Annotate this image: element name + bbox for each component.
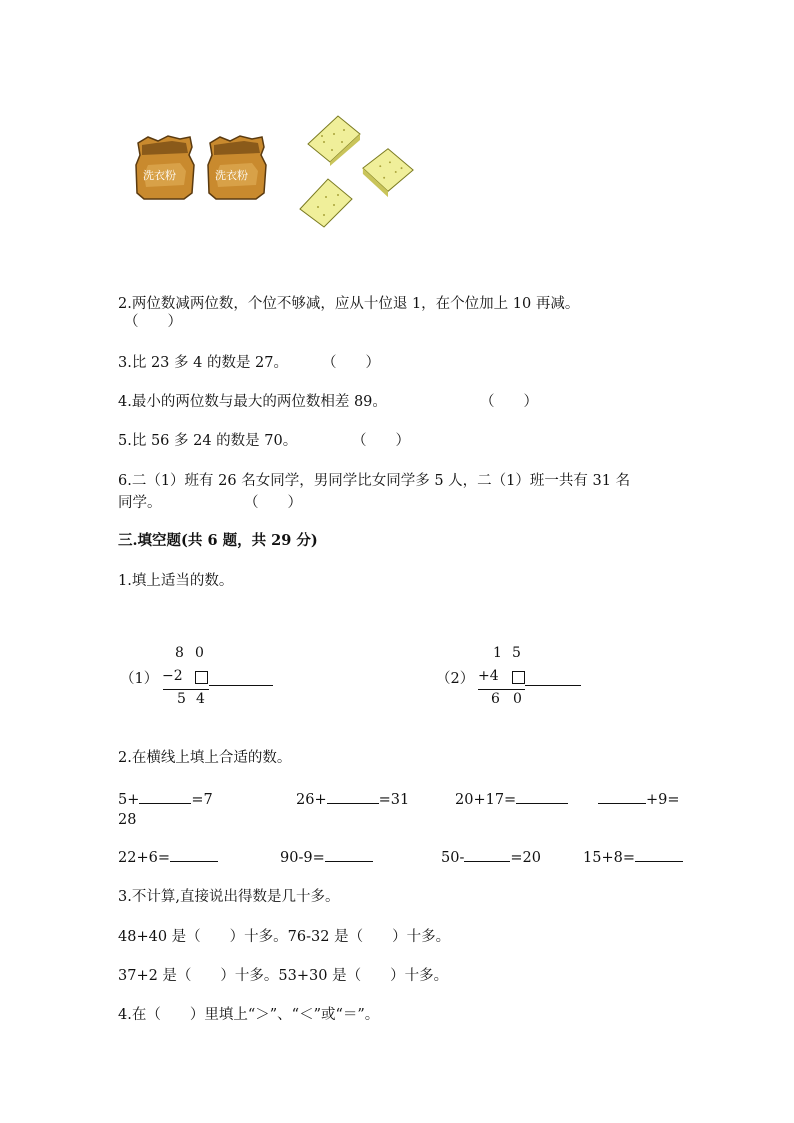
calc-index: （1）	[120, 671, 159, 687]
calc-top-digit: 8	[175, 645, 184, 661]
answer-blank[interactable]	[325, 847, 373, 862]
bag-label: 洗衣粉	[143, 169, 176, 182]
judge-question-4: 4.最小的两位数与最大的两位数相差 89。	[118, 394, 387, 410]
calc-operator: +4	[478, 668, 499, 684]
answer-blank[interactable]	[516, 789, 568, 804]
calc-top-digit: 0	[195, 645, 204, 661]
calc-result-digit: 6	[491, 691, 500, 707]
section-title: 三.填空题(共 6 题，共 29 分)	[118, 532, 318, 549]
equation-pre: 22+6=	[118, 850, 170, 866]
equation-pre: 50-	[441, 850, 465, 866]
judge-answer-paren[interactable]: （ ）	[124, 314, 182, 330]
detergent-bag-icon	[134, 135, 196, 201]
judge-answer-paren[interactable]: （ ）	[322, 355, 380, 371]
equation-post: =20	[510, 850, 541, 866]
judge-answer-paren[interactable]: （ ）	[352, 433, 410, 449]
soap-bar-icon	[304, 112, 364, 166]
calc-divider	[478, 689, 525, 690]
equation-pre: 26+	[296, 792, 327, 808]
judge-question-6-cont: 同学。	[118, 495, 162, 511]
detergent-bag-icon	[205, 135, 269, 201]
answer-box[interactable]	[195, 671, 208, 684]
calc-top-digit: 1	[493, 645, 502, 661]
calc-result-digit: 0	[513, 691, 522, 707]
calc-index: （2）	[436, 671, 475, 687]
answer-blank[interactable]	[170, 847, 218, 862]
fill-question-3: 3.不计算,直接说出得数是几十多。	[118, 889, 340, 905]
fill-question-3-line1: 48+40 是（ ）十多。76-32 是（ ）十多。	[118, 929, 451, 945]
judge-question-5: 5.比 56 多 24 的数是 70。	[118, 433, 298, 449]
equation-pre: 90-9=	[280, 850, 325, 866]
equation	[598, 789, 680, 811]
judge-answer-paren[interactable]: （ ）	[244, 495, 302, 511]
answer-box[interactable]	[512, 671, 525, 684]
equation	[280, 847, 373, 869]
equation	[583, 847, 683, 869]
judge-question-6: 6.二（1）班有 26 名女同学，男同学比女同学多 5 人，二（1）班一共有 31 名	[118, 473, 631, 489]
calc-result-digit: 4	[196, 691, 205, 707]
calc-top-digit: 5	[512, 645, 521, 661]
judge-answer-paren[interactable]: （ ）	[480, 394, 538, 410]
calc-divider	[163, 689, 209, 690]
soap-bar-icon	[359, 144, 417, 198]
fill-question-3-line2: 37+2 是（ ）十多。53+30 是（ ）十多。	[118, 968, 449, 984]
answer-line[interactable]	[525, 685, 581, 686]
fill-question-1: 1.填上适当的数。	[118, 573, 234, 589]
answer-blank[interactable]	[139, 789, 191, 804]
bag-label: 洗衣粉	[215, 169, 248, 182]
calc-operator: −2	[162, 668, 183, 684]
equation-wrap: 28	[118, 812, 137, 828]
equation	[441, 847, 541, 869]
equation-post: +9=	[646, 792, 680, 808]
equation-pre: 20+17=	[455, 792, 517, 808]
answer-blank[interactable]	[635, 847, 683, 862]
fill-question-2: 2.在横线上填上合适的数。	[118, 750, 292, 766]
equation	[455, 789, 568, 811]
equation-pre: 15+8=	[583, 850, 635, 866]
equation-post: =31	[378, 792, 410, 808]
answer-blank[interactable]	[464, 847, 510, 862]
answer-blank[interactable]	[327, 789, 379, 804]
fill-question-4: 4.在（ ）里填上“＞”、“＜”或“＝”。	[118, 1007, 380, 1023]
answer-blank[interactable]	[598, 789, 646, 804]
equation-post: =7	[191, 792, 213, 808]
equation	[296, 789, 409, 811]
judge-question-2: 2.两位数减两位数，个位不够减，应从十位退 1，在个位加上 10 再减。	[118, 296, 580, 312]
judge-question-3: 3.比 23 多 4 的数是 27。	[118, 355, 289, 371]
equation-pre: 5+	[118, 792, 140, 808]
equation	[118, 789, 213, 811]
equation	[118, 847, 218, 869]
answer-line[interactable]	[209, 685, 273, 686]
calc-result-digit: 5	[177, 691, 186, 707]
soap-bar-icon	[296, 173, 356, 229]
